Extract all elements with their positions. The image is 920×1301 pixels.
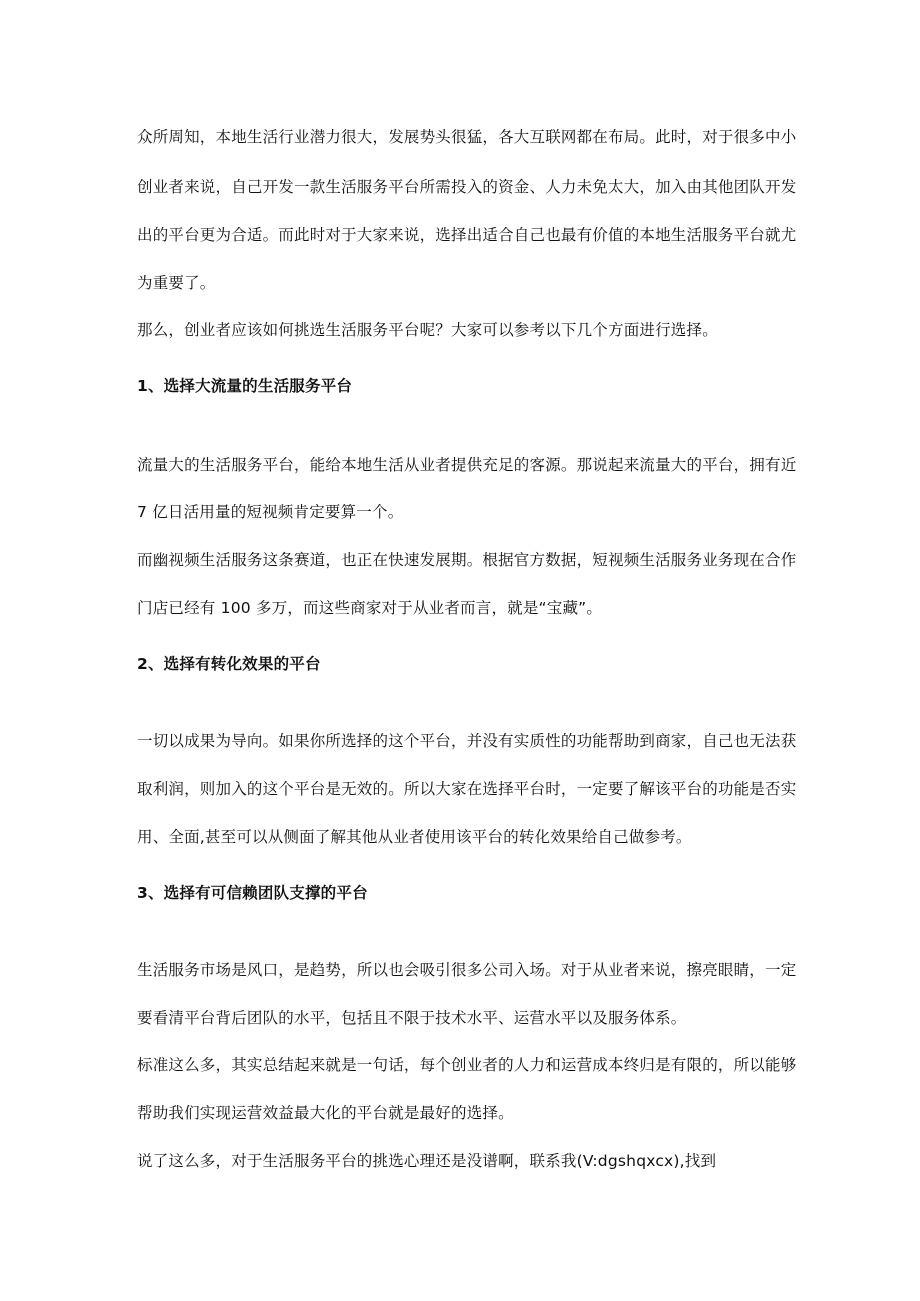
paragraph-line: 流量大的生活服务平台，能给本地生活从业者提供充足的客源。那说起来流量大的平台，拥有近 [137,456,797,474]
intro-question: 那么，创业者应该如何挑选生活服务平台呢？大家可以参考以下几个方面进行选择。 [137,321,718,339]
intro-line: 创业者来说，自己开发一款生活服务平台所需投入的资金、人力未免太大，加入由其他团队开发 [137,178,797,196]
paragraph-line: 取利润，则加入的这个平台是无效的。所以大家在选择平台时，一定要了解该平台的功能是否实 [137,780,797,798]
paragraph-line: 门店已经有 100 多万，而这些商家对于从业者而言，就是“宝藏”。 [137,599,603,617]
paragraph-line: 一切以成果为导向。如果你所选择的这个平台，并没有实质性的功能帮助到商家，自己也无法获 [137,732,797,750]
section-heading: 1、选择大流量的生活服务平台 [137,377,353,395]
section-heading: 3、选择有可信赖团队支撑的平台 [137,884,368,902]
paragraph-line: 而幽视频生活服务这条赛道，也正在快速发展期。根据官方数据，短视频生活服务业务现在合作 [137,551,797,569]
paragraph-line: 帮助我们实现运营效益最大化的平台就是最好的选择。 [137,1104,514,1122]
intro-line: 众所周知，本地生活行业潜力很大，发展势头很猛，各大互联网都在布局。此时，对于很多中小 [137,128,797,146]
intro-line: 出的平台更为合适。而此时对于大家来说，选择出适合自己也最有价值的本地生活服务平台就尤 [137,226,797,244]
section-heading: 2、选择有转化效果的平台 [137,655,321,673]
paragraph-line: 要看清平台背后团队的水平，包括且不限于技术水平、运营水平以及服务体系。 [137,1009,687,1027]
paragraph-line: 生活服务市场是风口，是趋势，所以也会吸引很多公司入场。对于从业者来说，擦亮眼睛，一定 [137,961,797,979]
paragraph-line: 说了这么多，对于生活服务平台的挑选心理还是没谱啊，联系我(V:dgshqxcx),找到 [137,1152,717,1170]
paragraph-line: 标准这么多，其实总结起来就是一句话，每个创业者的人力和运营成本终归是有限的，所以能够 [137,1056,797,1074]
paragraph-line: 用、全面,甚至可以从侧面了解其他从业者使用该平台的转化效果给自己做参考。 [137,828,692,846]
paragraph-line: 7 亿日活用量的短视频肯定要算一个。 [137,503,404,521]
intro-line: 为重要了。 [137,274,216,292]
